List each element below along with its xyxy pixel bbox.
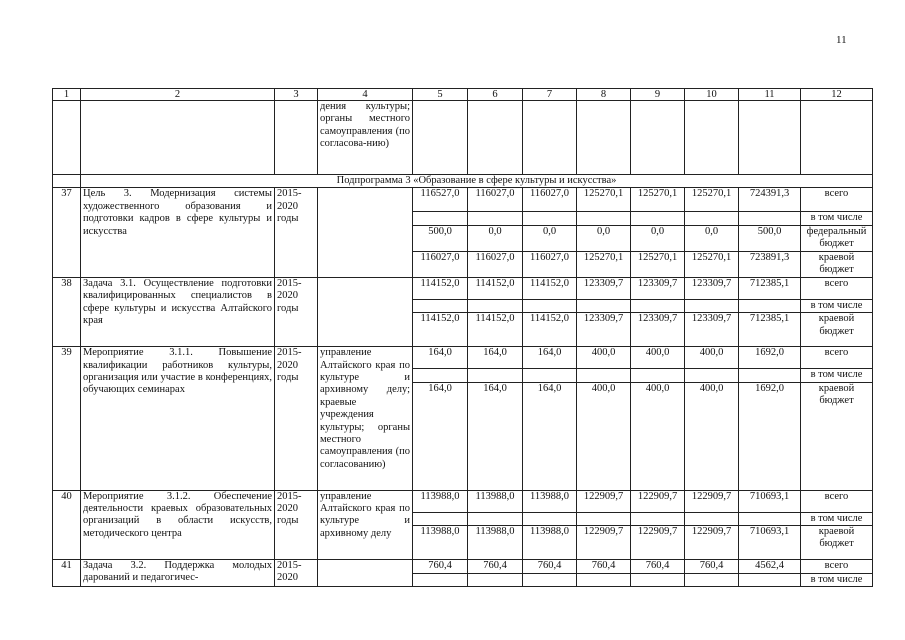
value-cell: 164,0 [413,347,468,369]
funding-label: в том числе [801,299,873,312]
table-row [53,277,873,299]
table-row [53,347,873,369]
value-cell: 164,0 [413,382,468,490]
value-cell: 123309,7 [577,313,631,347]
row-number: 41 [53,560,81,587]
funding-label: краевой бюджет [801,526,873,560]
value-cell: 0,0 [577,225,631,251]
row-period: 2015-2020 годы [275,188,318,277]
value-cell: 116027,0 [468,188,523,212]
value-cell: 122909,7 [685,490,739,512]
value-cell: 122909,7 [685,526,739,560]
row-executor: управление Алтайского края по культуре и архивному делу; краевые учреждения культуры; органы местного самоуправления (по согласованию) [318,347,413,490]
value-cell: 760,4 [685,560,739,574]
value-cell: 164,0 [523,382,577,490]
column-number: 10 [685,89,739,101]
value-cell: 1692,0 [739,347,801,369]
column-number: 6 [468,89,523,101]
value-cell: 164,0 [523,347,577,369]
funding-label: всего [801,560,873,574]
row-period: 2015-2020 [275,560,318,587]
row-number: 38 [53,277,81,346]
row-name: Цель 3. Модернизация системы художественного образования и подготовки кадров в сфере культуры и искусства [81,188,275,277]
value-cell: 113988,0 [468,490,523,512]
value-cell: 114152,0 [413,313,468,347]
funding-label: в том числе [801,369,873,382]
table-row [53,560,873,574]
value-cell: 400,0 [577,347,631,369]
value-cell: 122909,7 [577,526,631,560]
value-cell: 114152,0 [523,313,577,347]
funding-label: всего [801,277,873,299]
value-cell: 114152,0 [468,313,523,347]
funding-label: краевой бюджет [801,313,873,347]
row-executor [318,560,413,587]
column-number: 12 [801,89,873,101]
row-name: Задача 3.2. Поддержка молодых дарований и педагогичес- [81,560,275,587]
row-period: 2015-2020 годы [275,347,318,490]
value-cell: 712385,1 [739,313,801,347]
row-executor [318,188,413,277]
value-cell: 760,4 [413,560,468,574]
executor-cell: дения культуры; органы местного самоуправления (по согласова-нию) [318,101,413,175]
value-cell: 164,0 [468,347,523,369]
row-executor [318,277,413,346]
value-cell: 723891,3 [739,251,801,277]
value-cell: 123309,7 [631,313,685,347]
value-cell: 122909,7 [631,526,685,560]
column-number: 9 [631,89,685,101]
funding-label: всего [801,347,873,369]
value-cell: 125270,1 [685,188,739,212]
value-cell: 125270,1 [685,251,739,277]
value-cell: 0,0 [685,225,739,251]
value-cell: 760,4 [468,560,523,574]
funding-label: всего [801,490,873,512]
funding-label: краевой бюджет [801,382,873,490]
page-number: 11 [836,34,847,46]
column-number: 7 [523,89,577,101]
column-number: 5 [413,89,468,101]
program-table [52,88,873,587]
value-cell: 760,4 [577,560,631,574]
value-cell: 724391,3 [739,188,801,212]
value-cell: 760,4 [631,560,685,574]
value-cell: 400,0 [577,382,631,490]
value-cell: 125270,1 [577,188,631,212]
value-cell: 113988,0 [523,490,577,512]
funding-label: краевой бюджет [801,251,873,277]
value-cell: 113988,0 [468,526,523,560]
funding-label: федеральный бюджет [801,225,873,251]
funding-label: в том числе [801,512,873,525]
value-cell: 0,0 [468,225,523,251]
row-name: Мероприятие 3.1.2. Обеспечение деятельности краевых образовательных организаций в области искусств, методического центра [81,490,275,559]
row-executor: управление Алтайского края по культуре и архивному делу [318,490,413,559]
value-cell: 113988,0 [413,490,468,512]
value-cell: 712385,1 [739,277,801,299]
value-cell: 114152,0 [413,277,468,299]
row-number: 40 [53,490,81,559]
value-cell: 1692,0 [739,382,801,490]
value-cell: 710693,1 [739,490,801,512]
value-cell: 122909,7 [577,490,631,512]
row-name: Мероприятие 3.1.1. Повышение квалификации работников культуры, организация или участие в конференциях, обучающих семинарах [81,347,275,490]
value-cell: 123309,7 [577,277,631,299]
value-cell: 116027,0 [468,251,523,277]
value-cell: 4562,4 [739,560,801,574]
funding-label: всего [801,188,873,212]
value-cell: 116027,0 [523,251,577,277]
value-cell: 400,0 [685,382,739,490]
value-cell: 125270,1 [631,188,685,212]
value-cell: 123309,7 [685,313,739,347]
funding-label: в том числе [801,574,873,587]
value-cell: 500,0 [413,225,468,251]
value-cell: 116027,0 [523,188,577,212]
column-number: 3 [275,89,318,101]
subprogram-row [53,175,873,188]
value-cell: 116527,0 [413,188,468,212]
column-number: 11 [739,89,801,101]
value-cell: 400,0 [685,347,739,369]
value-cell: 114152,0 [523,277,577,299]
value-cell: 116027,0 [413,251,468,277]
subprogram-title: Подпрограмма 3 «Образование в сфере культуры и искусства» [81,175,873,188]
value-cell: 125270,1 [631,251,685,277]
column-number: 4 [318,89,413,101]
row-period: 2015-2020 годы [275,277,318,346]
value-cell: 123309,7 [631,277,685,299]
funding-label: в том числе [801,212,873,225]
row-name: Задача 3.1. Осуществление подготовки квалифицированных специалистов в сфере культуры и искусства Алтайского края [81,277,275,346]
value-cell: 125270,1 [577,251,631,277]
value-cell: 0,0 [631,225,685,251]
value-cell: 113988,0 [413,526,468,560]
value-cell: 500,0 [739,225,801,251]
value-cell: 400,0 [631,347,685,369]
column-number-row [53,89,873,101]
column-number: 2 [81,89,275,101]
value-cell: 122909,7 [631,490,685,512]
continuation-row [53,101,873,175]
column-number: 1 [53,89,81,101]
value-cell: 760,4 [523,560,577,574]
row-period: 2015-2020 годы [275,490,318,559]
value-cell: 710693,1 [739,526,801,560]
value-cell: 123309,7 [685,277,739,299]
row-number: 39 [53,347,81,490]
value-cell: 400,0 [631,382,685,490]
table-row [53,188,873,212]
row-number: 37 [53,188,81,277]
value-cell: 113988,0 [523,526,577,560]
value-cell: 114152,0 [468,277,523,299]
value-cell: 164,0 [468,382,523,490]
table-row [53,490,873,512]
value-cell: 0,0 [523,225,577,251]
column-number: 8 [577,89,631,101]
